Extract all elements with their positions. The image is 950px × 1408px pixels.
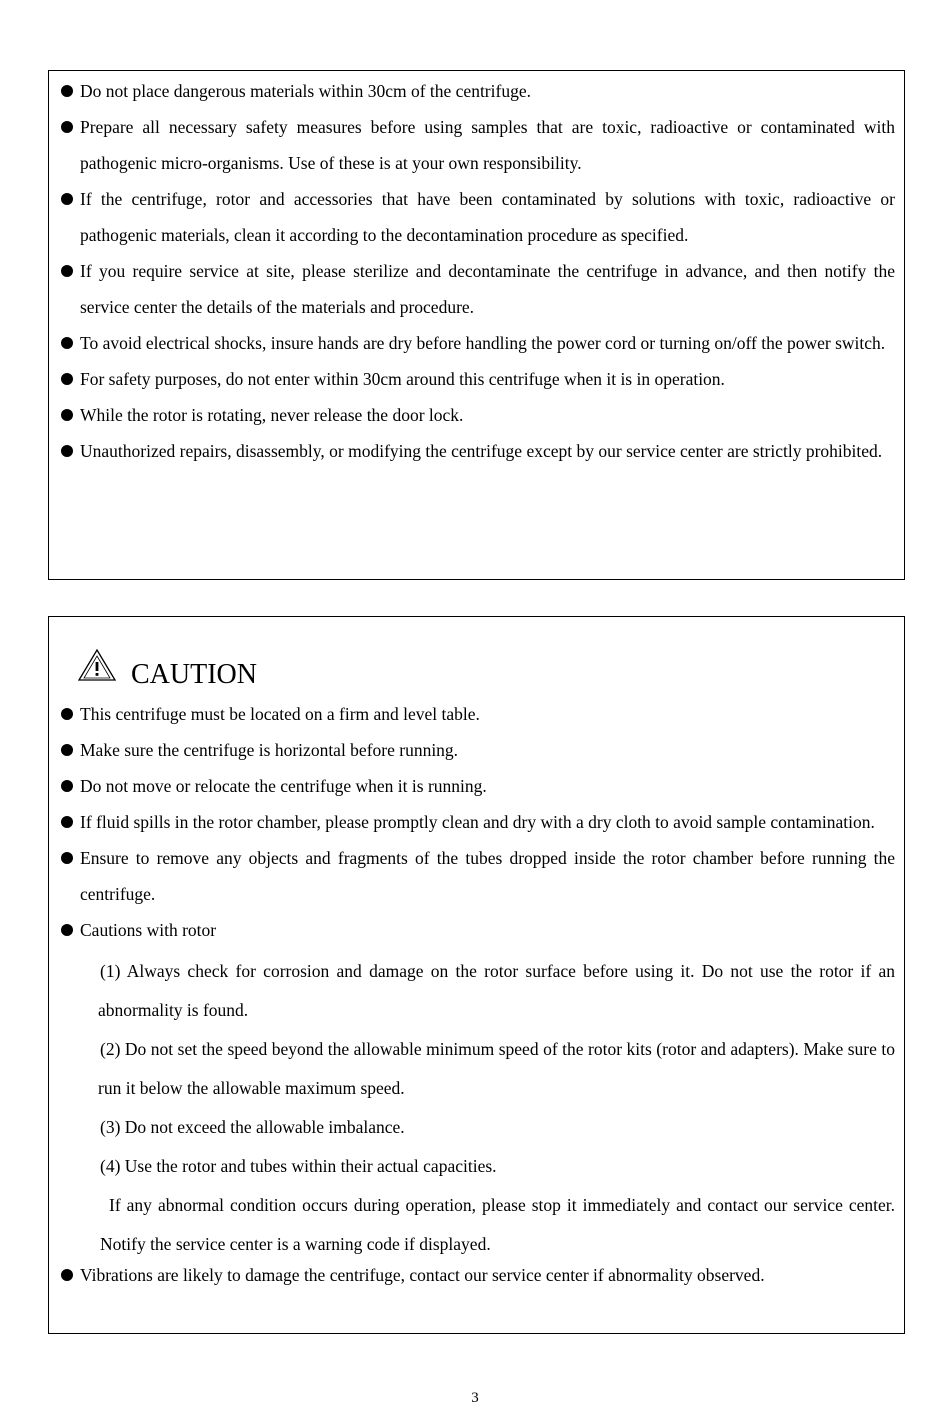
caution-item [49, 768, 904, 804]
rotor-cautions-list [49, 948, 904, 1186]
warning-item [49, 361, 904, 397]
warning-item [49, 433, 904, 469]
caution-list [49, 696, 904, 1293]
warning-item-text: Do not place dangerous materials within 30cm of the centrifuge. [80, 81, 531, 101]
warning-item-text: Prepare all necessary safety measures before using samples that are toxic, radioactive or contaminated with pathogenic micro-organisms. Use of these is at your own responsibility. [80, 117, 895, 173]
rotor-caution-item: (4) Use the rotor and tubes within their actual capacities. [100, 1156, 497, 1176]
bullet-icon [61, 409, 73, 421]
note-text: If any abnormal condition occurs during operation, please stop it immediately and contact our service center. Notify the service center is a warning code if displayed. [100, 1195, 895, 1254]
warning-item [49, 109, 904, 181]
caution-item-text: Make sure the centrifuge is horizontal before running. [80, 740, 459, 760]
warning-item [49, 397, 904, 433]
bullet-icon [61, 1269, 73, 1281]
bullet-icon [61, 373, 73, 385]
caution-item [49, 1257, 904, 1293]
caution-item-text: This centrifuge must be located on a firm and level table. [80, 704, 480, 724]
caution-item-text: Vibrations are likely to damage the centrifuge, contact our service center if abnormality observed. [80, 1265, 765, 1285]
bullet-icon [61, 337, 73, 349]
caution-item-text: Do not move or relocate the centrifuge when it is running. [80, 776, 487, 796]
warning-item [49, 325, 904, 361]
bullet-icon [61, 852, 73, 864]
page-number: 3 [471, 1390, 479, 1406]
rotor-caution-item: (3) Do not exceed the allowable imbalance. [100, 1117, 405, 1137]
warning-item-text: While the rotor is rotating, never release the door lock. [80, 405, 464, 425]
warning-item-text: If you require service at site, please sterilize and decontaminate the centrifuge in advance, and then notify the service center the details of the materials and procedure. [80, 261, 895, 317]
warning-item [49, 73, 904, 109]
bullet-icon [61, 265, 73, 277]
rotor-caution-item: (1) Always check for corrosion and damage on the rotor surface before using it. Do not use the rotor if an abnormality is found. [98, 961, 895, 1020]
warning-list [49, 73, 904, 469]
caution-item [49, 840, 904, 912]
warning-item [49, 253, 904, 325]
warning-box [48, 70, 905, 580]
bullet-icon [61, 780, 73, 792]
caution-item [49, 804, 904, 840]
bullet-icon [61, 744, 73, 756]
caution-title: CAUTION [131, 659, 257, 690]
warning-triangle-icon [77, 647, 117, 685]
caution-item-text: Ensure to remove any objects and fragments of the tubes dropped inside the rotor chamber before running the centrifuge. [80, 848, 895, 904]
rotor-caution-item: (2) Do not set the speed beyond the allowable minimum speed of the rotor kits (rotor and adapters). Make sure to run it below the allowable maximum speed. [98, 1039, 895, 1098]
caution-item [49, 696, 904, 732]
bullet-icon [61, 85, 73, 97]
warning-item-text: For safety purposes, do not enter within 30cm around this centrifuge when it is in operation. [80, 369, 725, 389]
caution-box [48, 616, 905, 1334]
bullet-icon [61, 708, 73, 720]
warning-item-text: If the centrifuge, rotor and accessories that have been contaminated by solutions with toxic, radioactive or pathogenic materials, clean it according to the decontamination procedure as specified. [80, 189, 895, 245]
caution-item [49, 732, 904, 768]
caution-item-text: Cautions with rotor [80, 920, 217, 940]
warning-item [49, 181, 904, 253]
bullet-icon [61, 193, 73, 205]
bullet-icon [61, 121, 73, 133]
bullet-icon [61, 445, 73, 457]
warning-item-text: Unauthorized repairs, disassembly, or modifying the centrifuge except by our service center are strictly prohibited. [80, 441, 883, 461]
caution-item-text: If fluid spills in the rotor chamber, please promptly clean and dry with a dry cloth to avoid sample contamination. [80, 812, 875, 832]
caution-item [49, 912, 904, 948]
warning-item-text: To avoid electrical shocks, insure hands are dry before handling the power cord or turning on/off the power switch. [80, 333, 886, 353]
bullet-icon [61, 816, 73, 828]
bullet-icon [61, 924, 73, 936]
abnormal-condition-note [49, 1186, 904, 1264]
